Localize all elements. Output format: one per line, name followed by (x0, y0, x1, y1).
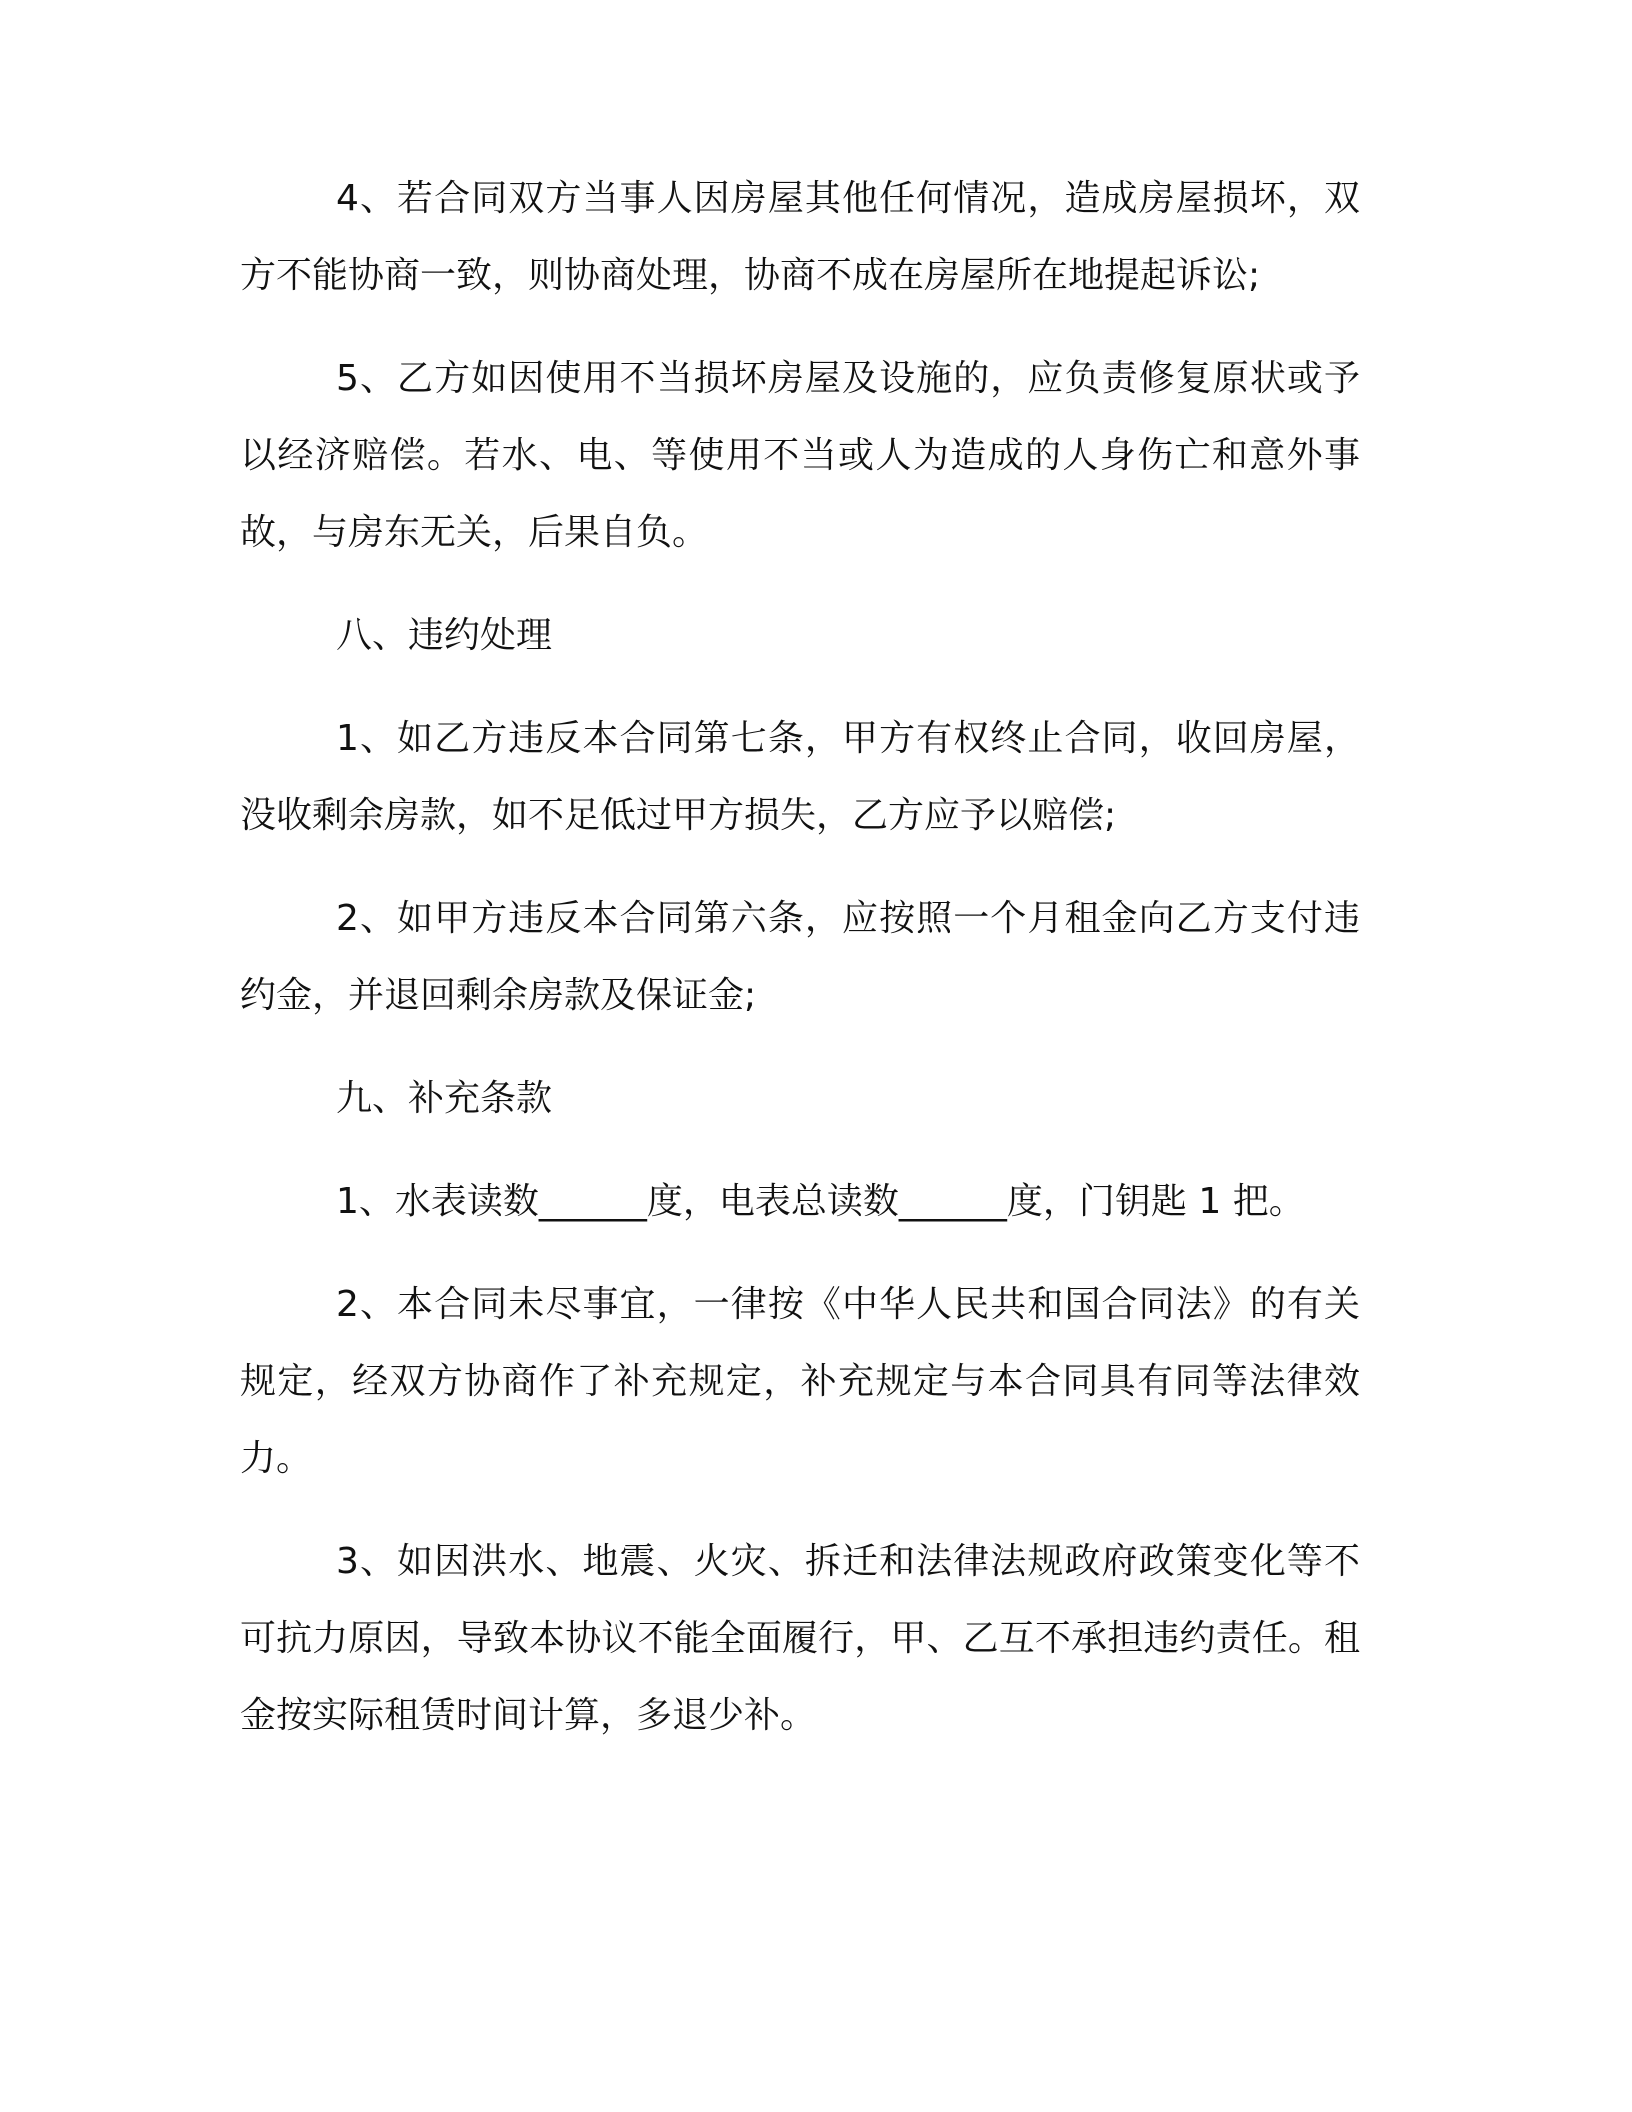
supplementary-clause-3: 3、如因洪水、地震、火灾、拆迁和法律法规政府政策变化等不可抗力原因，导致本协议不能全面履行，甲、乙互不承担违约责任。租金按实际租赁时间计算，多退少补。 (240, 1541, 1360, 1736)
supplementary-clause-2: 2、本合同未尽事宜，一律按《中华人民共和国合同法》的有关规定，经双方协商作了补充规定，补充规定与本合同具有同等法律效力。 (240, 1284, 1360, 1479)
supplementary-clause-1: 1、水表读数______度，电表总读数______度，门钥匙 1 把。 (336, 1181, 1305, 1222)
document-body (240, 160, 1360, 1780)
section-heading-breach: 八、违约处理 (336, 615, 553, 656)
clause-5-improper-use: 5、乙方如因使用不当损坏房屋及设施的，应负责修复原状或予以经济赔偿。若水、电、等使用不当或人为造成的人身伤亡和意外事故，与房东无关，后果自负。 (240, 358, 1360, 553)
breach-clause-2: 2、如甲方违反本合同第六条，应按照一个月租金向乙方支付违约金，并退回剩余房款及保证金; (240, 898, 1360, 1016)
breach-clause-1: 1、如乙方违反本合同第七条，甲方有权终止合同，收回房屋，没收剩余房款，如不足低过甲方损失，乙方应予以赔偿; (240, 718, 1360, 836)
section-heading-supplementary: 九、补充条款 (336, 1078, 553, 1119)
clause-4-damage-dispute: 4、若合同双方当事人因房屋其他任何情况，造成房屋损坏，双方不能协商一致，则协商处理，协商不成在房屋所在地提起诉讼; (240, 178, 1360, 296)
